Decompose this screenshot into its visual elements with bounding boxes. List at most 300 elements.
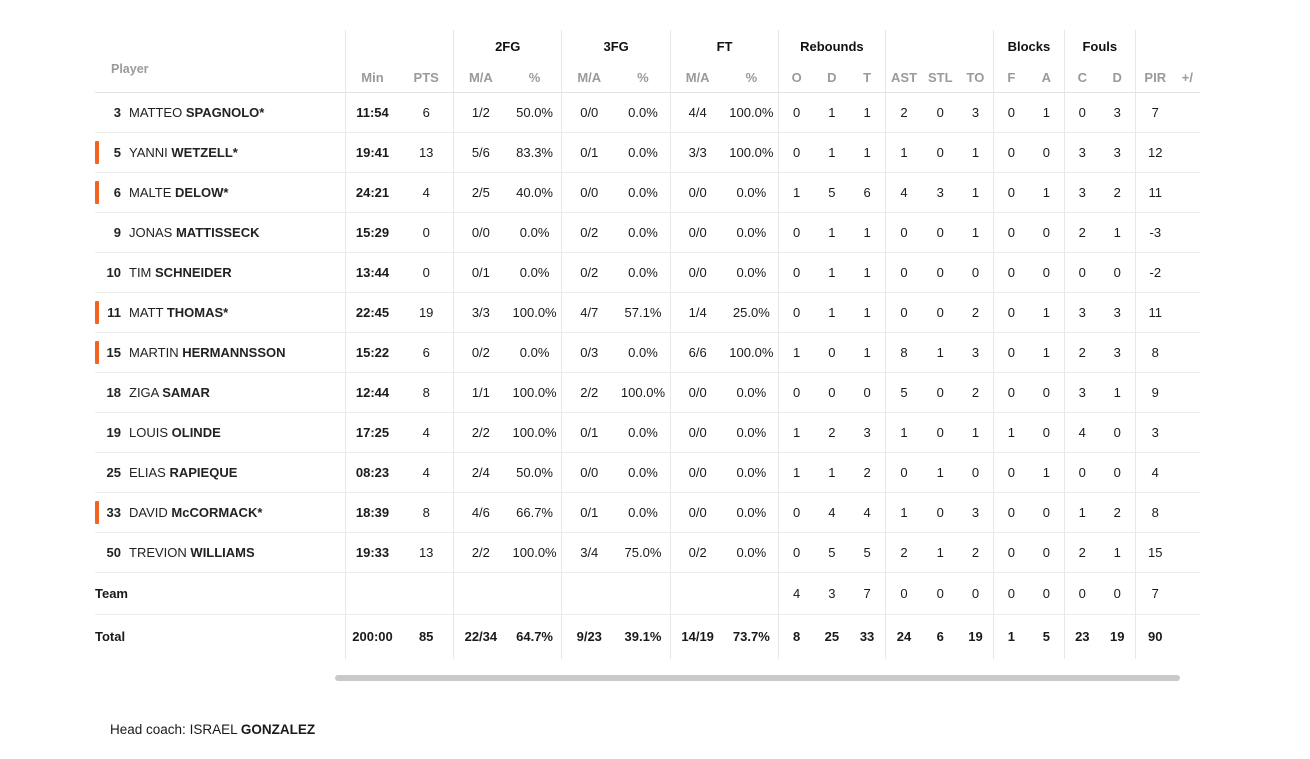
column-header-pts: PTS — [399, 62, 453, 93]
stat-ft-pct: 0.0% — [725, 493, 779, 533]
player-cell[interactable] — [95, 93, 345, 133]
stat-2fg-pct: 40.0% — [508, 173, 562, 213]
stat-to: 1 — [958, 133, 993, 173]
starter-asterisk: * — [259, 105, 265, 120]
stat-fouls-c: 3 — [1064, 293, 1099, 333]
stat-reb-d: 0 — [814, 333, 849, 373]
stat-3fg-ma: 0/3 — [562, 333, 616, 373]
head-coach-first-name: ISRAEL — [189, 722, 238, 737]
table-row[interactable] — [95, 413, 1200, 453]
stat-reb-d: 4 — [814, 493, 849, 533]
stat-3fg-pct: 100.0% — [616, 373, 670, 413]
team-fouls-d: 0 — [1100, 573, 1135, 615]
total-row — [95, 615, 1200, 659]
stat-min: 19:33 — [345, 533, 399, 573]
stat-blocks-a: 1 — [1029, 293, 1064, 333]
stat-blocks-a: 0 — [1029, 133, 1064, 173]
table-row[interactable] — [95, 93, 1200, 133]
stat-2fg-ma: 0/1 — [454, 253, 508, 293]
stat-ast: 2 — [885, 533, 923, 573]
stat-plusminus — [1175, 453, 1200, 493]
stat-ft-pct: 100.0% — [725, 93, 779, 133]
table-row[interactable] — [95, 173, 1200, 213]
stat-fouls-c: 3 — [1064, 373, 1099, 413]
stat-plusminus — [1175, 173, 1200, 213]
table-row[interactable] — [95, 533, 1200, 573]
stat-blocks-a: 1 — [1029, 173, 1064, 213]
stat-ft-pct: 0.0% — [725, 453, 779, 493]
stat-reb-o: 1 — [779, 453, 814, 493]
column-header-reb-d: D — [814, 62, 849, 93]
stat-2fg-ma: 3/3 — [454, 293, 508, 333]
team-plusminus — [1175, 573, 1200, 615]
stat-pts: 13 — [399, 533, 453, 573]
player-cell[interactable] — [95, 293, 345, 333]
stat-stl: 0 — [923, 493, 958, 533]
stat-min: 11:54 — [345, 93, 399, 133]
stat-reb-o: 1 — [779, 413, 814, 453]
player-last-name: RAPIEQUE — [169, 465, 238, 480]
column-header-to: TO — [958, 62, 993, 93]
stat-blocks-f: 0 — [993, 333, 1028, 373]
stat-reb-d: 5 — [814, 533, 849, 573]
stat-fouls-c: 2 — [1064, 533, 1099, 573]
stat-3fg-ma: 0/1 — [562, 493, 616, 533]
player-number: 18 — [106, 385, 121, 400]
starter-marker — [95, 501, 99, 524]
stat-2fg-ma: 5/6 — [454, 133, 508, 173]
player-number: 11 — [107, 305, 121, 320]
stat-reb-t: 2 — [850, 453, 885, 493]
column-header-plusminus: +/ — [1175, 62, 1200, 93]
player-first-name: MATT — [129, 305, 164, 320]
team-to: 0 — [958, 573, 993, 615]
stat-pir: 11 — [1135, 293, 1175, 333]
stat-2fg-pct: 100.0% — [508, 293, 562, 333]
stat-plusminus — [1175, 493, 1200, 533]
team-pts — [399, 573, 453, 615]
stat-plusminus — [1175, 293, 1200, 333]
stat-pts: 6 — [399, 93, 453, 133]
stat-blocks-f: 0 — [993, 133, 1028, 173]
stat-ast: 0 — [885, 453, 923, 493]
team-ft-pct — [725, 573, 779, 615]
column-header-blocks-f: F — [993, 62, 1028, 93]
player-cell[interactable] — [95, 373, 345, 413]
stat-reb-d: 1 — [814, 213, 849, 253]
player-number: 9 — [113, 225, 121, 240]
group-ft: FT — [670, 30, 778, 62]
stat-blocks-f: 0 — [993, 173, 1028, 213]
column-header-ft-pct: % — [725, 62, 779, 93]
stat-stl: 0 — [923, 93, 958, 133]
player-last-name: WILLIAMS — [190, 545, 255, 560]
team-3fg-ma — [562, 573, 616, 615]
stat-ft-ma: 0/0 — [670, 373, 724, 413]
stat-to: 0 — [958, 253, 993, 293]
stat-blocks-f: 0 — [993, 253, 1028, 293]
column-header-ft-ma: M/A — [670, 62, 724, 93]
player-cell[interactable] — [95, 173, 345, 213]
stat-to: 1 — [958, 413, 993, 453]
stat-fouls-c: 0 — [1064, 253, 1099, 293]
stat-reb-t: 0 — [850, 373, 885, 413]
stat-reb-t: 4 — [850, 493, 885, 533]
player-first-name: LOUIS — [129, 425, 169, 440]
stat-pts: 13 — [399, 133, 453, 173]
stat-blocks-a: 0 — [1029, 493, 1064, 533]
stat-pir: 3 — [1135, 413, 1175, 453]
column-header-row — [95, 62, 1200, 93]
player-last-name: McCORMACK — [171, 505, 258, 520]
boxscore-body — [95, 93, 1200, 659]
player-first-name: TREVION — [129, 545, 187, 560]
group-3fg: 3FG — [562, 30, 670, 62]
stat-blocks-a: 0 — [1029, 373, 1064, 413]
player-last-name: OLINDE — [171, 425, 221, 440]
table-row[interactable] — [95, 493, 1200, 533]
stat-ft-ma: 0/2 — [670, 533, 724, 573]
stat-blocks-f: 0 — [993, 93, 1028, 133]
stat-2fg-ma: 0/0 — [454, 213, 508, 253]
starter-marker — [95, 301, 99, 324]
stat-reb-t: 6 — [850, 173, 885, 213]
group-rebounds: Rebounds — [779, 30, 885, 62]
stat-2fg-ma: 2/2 — [454, 413, 508, 453]
group-blocks: Blocks — [993, 30, 1064, 62]
stat-reb-d: 1 — [814, 293, 849, 333]
player-number: 6 — [113, 185, 121, 200]
starter-asterisk: * — [232, 145, 238, 160]
stat-pir: 9 — [1135, 373, 1175, 413]
player-last-name: SCHNEIDER — [155, 265, 232, 280]
stat-min: 08:23 — [345, 453, 399, 493]
stat-3fg-ma: 4/7 — [562, 293, 616, 333]
stat-fouls-c: 4 — [1064, 413, 1099, 453]
column-header-fouls-d: D — [1100, 62, 1135, 93]
column-header-ast: AST — [885, 62, 923, 93]
player-last-name: SPAGNOLO — [185, 105, 260, 120]
stat-ft-pct: 0.0% — [725, 253, 779, 293]
stat-fouls-d: 2 — [1100, 493, 1135, 533]
stat-2fg-pct: 66.7% — [508, 493, 562, 533]
stat-pir: 8 — [1135, 493, 1175, 533]
stat-fouls-c: 2 — [1064, 333, 1099, 373]
table-row[interactable] — [95, 453, 1200, 493]
stat-pir: 7 — [1135, 93, 1175, 133]
player-cell[interactable] — [95, 253, 345, 293]
stat-3fg-pct: 75.0% — [616, 533, 670, 573]
player-cell[interactable] — [95, 133, 345, 173]
stat-2fg-pct: 0.0% — [508, 253, 562, 293]
stat-3fg-pct: 0.0% — [616, 253, 670, 293]
player-first-name: MARTIN — [129, 345, 179, 360]
group-blank-playmaking — [885, 30, 993, 62]
player-first-name: MALTE — [129, 185, 172, 200]
stat-ast: 1 — [885, 133, 923, 173]
stat-2fg-pct: 100.0% — [508, 413, 562, 453]
stat-2fg-ma: 0/2 — [454, 333, 508, 373]
team-ft-ma — [670, 573, 724, 615]
player-first-name: DAVID — [129, 505, 168, 520]
stat-min: 24:21 — [345, 173, 399, 213]
stat-reb-t: 5 — [850, 533, 885, 573]
boxscore-table — [95, 30, 1200, 659]
total-pts: 85 — [418, 629, 434, 645]
group-2fg: 2FG — [454, 30, 562, 62]
stat-stl: 0 — [923, 373, 958, 413]
stat-ft-ma: 0/0 — [670, 453, 724, 493]
total-3fg-ma: 9/23 — [562, 615, 616, 659]
player-number: 50 — [106, 545, 121, 560]
column-header-min: Min — [345, 62, 399, 93]
team-label: Team — [95, 573, 345, 615]
column-header-3fg-pct: % — [616, 62, 670, 93]
stat-pts: 19 — [399, 293, 453, 333]
stat-fouls-d: 3 — [1100, 93, 1135, 133]
stat-2fg-pct: 50.0% — [508, 453, 562, 493]
player-last-name: MATTISSECK — [175, 225, 260, 240]
stat-min: 13:44 — [345, 253, 399, 293]
column-header-fouls-c: C — [1064, 62, 1099, 93]
stat-pir: 11 — [1135, 173, 1175, 213]
table-row[interactable] — [95, 133, 1200, 173]
total-to: 19 — [968, 629, 983, 645]
stat-2fg-ma: 2/4 — [454, 453, 508, 493]
stat-blocks-f: 0 — [993, 493, 1028, 533]
total-ast: 24 — [885, 615, 923, 659]
stat-ast: 0 — [885, 293, 923, 333]
head-coach-last-name: GONZALEZ — [240, 722, 316, 737]
total-reb-d: 25 — [824, 629, 840, 645]
stat-fouls-d: 3 — [1100, 133, 1135, 173]
stat-blocks-f: 0 — [993, 533, 1028, 573]
stat-reb-d: 0 — [814, 373, 849, 413]
stat-3fg-pct: 0.0% — [616, 133, 670, 173]
column-header-2fg-ma: M/A — [454, 62, 508, 93]
stat-fouls-c: 1 — [1064, 493, 1099, 533]
total-blocks-a: 5 — [1042, 629, 1050, 645]
player-last-name: HERMANNSSON — [182, 345, 286, 360]
player-first-name: JONAS — [129, 225, 173, 240]
stat-3fg-pct: 0.0% — [616, 493, 670, 533]
stat-2fg-ma: 1/1 — [454, 373, 508, 413]
column-header-pir: PIR — [1135, 62, 1175, 93]
stat-reb-d: 2 — [814, 413, 849, 453]
stat-3fg-ma: 0/2 — [562, 213, 616, 253]
stat-fouls-d: 0 — [1100, 453, 1135, 493]
team-fouls-c: 0 — [1064, 573, 1099, 615]
stat-3fg-ma: 0/0 — [562, 93, 616, 133]
stat-2fg-pct: 50.0% — [508, 93, 562, 133]
stat-pts: 4 — [399, 413, 453, 453]
stat-fouls-d: 1 — [1100, 533, 1135, 573]
stat-min: 15:29 — [345, 213, 399, 253]
stat-min: 22:45 — [345, 293, 399, 333]
stat-ft-ma: 3/3 — [670, 133, 724, 173]
stat-pts: 4 — [399, 453, 453, 493]
stat-ft-pct: 100.0% — [725, 133, 779, 173]
player-first-name: ZIGA — [129, 385, 159, 400]
team-reb-t: 7 — [850, 573, 885, 615]
stat-reb-t: 1 — [850, 253, 885, 293]
stat-reb-t: 1 — [850, 333, 885, 373]
table-row[interactable] — [95, 293, 1200, 333]
stat-fouls-d: 0 — [1100, 253, 1135, 293]
player-cell[interactable] — [95, 333, 345, 373]
starter-marker — [95, 141, 99, 164]
player-number: 19 — [106, 425, 121, 440]
stat-ft-pct: 0.0% — [725, 173, 779, 213]
player-last-name: SAMAR — [162, 385, 210, 400]
stat-2fg-ma: 2/5 — [454, 173, 508, 213]
stat-stl: 0 — [923, 293, 958, 333]
column-header-2fg-pct: % — [508, 62, 562, 93]
stat-pts: 8 — [399, 493, 453, 533]
stat-blocks-a: 0 — [1029, 533, 1064, 573]
stat-min: 12:44 — [345, 373, 399, 413]
player-cell[interactable] — [95, 493, 345, 533]
column-header-stl: STL — [923, 62, 958, 93]
stat-blocks-f: 0 — [993, 453, 1028, 493]
stat-reb-o: 1 — [779, 333, 814, 373]
stat-to: 2 — [958, 533, 993, 573]
stat-fouls-d: 0 — [1100, 413, 1135, 453]
stat-reb-d: 1 — [814, 133, 849, 173]
stat-reb-t: 1 — [850, 293, 885, 333]
stat-fouls-c: 0 — [1064, 453, 1099, 493]
stat-fouls-d: 3 — [1100, 333, 1135, 373]
stat-reb-o: 0 — [779, 133, 814, 173]
starter-marker — [95, 341, 99, 364]
player-cell[interactable] — [95, 533, 345, 573]
stat-stl: 0 — [923, 133, 958, 173]
stat-blocks-a: 0 — [1029, 213, 1064, 253]
stat-reb-o: 0 — [779, 493, 814, 533]
stat-fouls-d: 1 — [1100, 213, 1135, 253]
stat-ft-ma: 0/0 — [670, 253, 724, 293]
stat-3fg-pct: 0.0% — [616, 413, 670, 453]
stat-to: 1 — [958, 213, 993, 253]
stat-reb-o: 0 — [779, 253, 814, 293]
total-fouls-c: 23 — [1064, 615, 1099, 659]
total-pir: 90 — [1135, 615, 1175, 659]
table-row[interactable] — [95, 213, 1200, 253]
stat-blocks-f: 0 — [993, 373, 1028, 413]
stat-stl: 0 — [923, 413, 958, 453]
stat-ast: 0 — [885, 253, 923, 293]
stat-fouls-c: 0 — [1064, 93, 1099, 133]
stat-reb-t: 1 — [850, 133, 885, 173]
stat-3fg-ma: 0/0 — [562, 173, 616, 213]
stat-ft-pct: 0.0% — [725, 373, 779, 413]
stat-ft-pct: 0.0% — [725, 533, 779, 573]
player-number: 5 — [113, 145, 121, 160]
stat-fouls-c: 3 — [1064, 133, 1099, 173]
stat-pts: 0 — [399, 213, 453, 253]
stat-stl: 1 — [923, 453, 958, 493]
horizontal-scrollbar[interactable] — [335, 675, 1180, 681]
stat-3fg-pct: 0.0% — [616, 213, 670, 253]
player-last-name: DELOW — [175, 185, 224, 200]
stat-pir: 12 — [1135, 133, 1175, 173]
team-reb-o: 4 — [779, 573, 814, 615]
stat-plusminus — [1175, 373, 1200, 413]
stat-plusminus — [1175, 333, 1200, 373]
stat-2fg-pct: 100.0% — [508, 373, 562, 413]
stat-ft-ma: 6/6 — [670, 333, 724, 373]
stat-fouls-c: 2 — [1064, 213, 1099, 253]
stat-min: 19:41 — [345, 133, 399, 173]
stat-3fg-pct: 0.0% — [616, 453, 670, 493]
stat-reb-d: 5 — [814, 173, 849, 213]
stat-plusminus — [1175, 533, 1200, 573]
stat-blocks-a: 0 — [1029, 413, 1064, 453]
stat-3fg-ma: 0/2 — [562, 253, 616, 293]
total-blocks-f: 1 — [993, 615, 1028, 659]
table-row[interactable] — [95, 333, 1200, 373]
stat-reb-o: 0 — [779, 533, 814, 573]
stat-fouls-d: 1 — [1100, 373, 1135, 413]
head-coach-label: Head coach: — [110, 722, 186, 737]
player-first-name: TIM — [129, 265, 152, 280]
player-cell[interactable] — [95, 453, 345, 493]
stat-stl: 1 — [923, 333, 958, 373]
stat-blocks-a: 1 — [1029, 333, 1064, 373]
stat-blocks-f: 0 — [993, 293, 1028, 333]
stat-min: 15:22 — [345, 333, 399, 373]
stat-2fg-ma: 4/6 — [454, 493, 508, 533]
player-number: 25 — [106, 465, 121, 480]
stat-plusminus — [1175, 413, 1200, 453]
player-cell[interactable] — [95, 413, 345, 453]
player-number: 3 — [113, 105, 121, 120]
player-last-name: THOMAS — [166, 305, 224, 320]
total-min: 200:00 — [345, 615, 399, 659]
stat-ast: 1 — [885, 413, 923, 453]
stat-min: 17:25 — [345, 413, 399, 453]
stat-pts: 6 — [399, 333, 453, 373]
stat-3fg-pct: 0.0% — [616, 333, 670, 373]
team-2fg-ma — [454, 573, 508, 615]
stat-fouls-d: 3 — [1100, 293, 1135, 333]
table-row[interactable] — [95, 253, 1200, 293]
stat-ft-ma: 4/4 — [670, 93, 724, 133]
stat-2fg-ma: 2/2 — [454, 533, 508, 573]
stat-ast: 0 — [885, 213, 923, 253]
starter-asterisk: * — [257, 505, 263, 520]
stat-2fg-pct: 0.0% — [508, 333, 562, 373]
player-cell[interactable] — [95, 213, 345, 253]
stat-blocks-f: 1 — [993, 413, 1028, 453]
team-ast: 0 — [885, 573, 923, 615]
total-2fg-pct: 64.7% — [516, 629, 553, 645]
stat-ft-ma: 0/0 — [670, 213, 724, 253]
player-first-name: ELIAS — [129, 465, 166, 480]
stat-reb-t: 1 — [850, 93, 885, 133]
stat-reb-t: 1 — [850, 213, 885, 253]
stat-3fg-ma: 3/4 — [562, 533, 616, 573]
group-fouls: Fouls — [1064, 30, 1135, 62]
stat-to: 3 — [958, 493, 993, 533]
team-pir: 7 — [1135, 573, 1175, 615]
stat-stl: 0 — [923, 253, 958, 293]
table-row[interactable] — [95, 373, 1200, 413]
stat-ft-pct: 0.0% — [725, 413, 779, 453]
group-blank-player — [95, 30, 345, 62]
group-header-row — [95, 30, 1200, 62]
stat-ft-pct: 100.0% — [725, 333, 779, 373]
